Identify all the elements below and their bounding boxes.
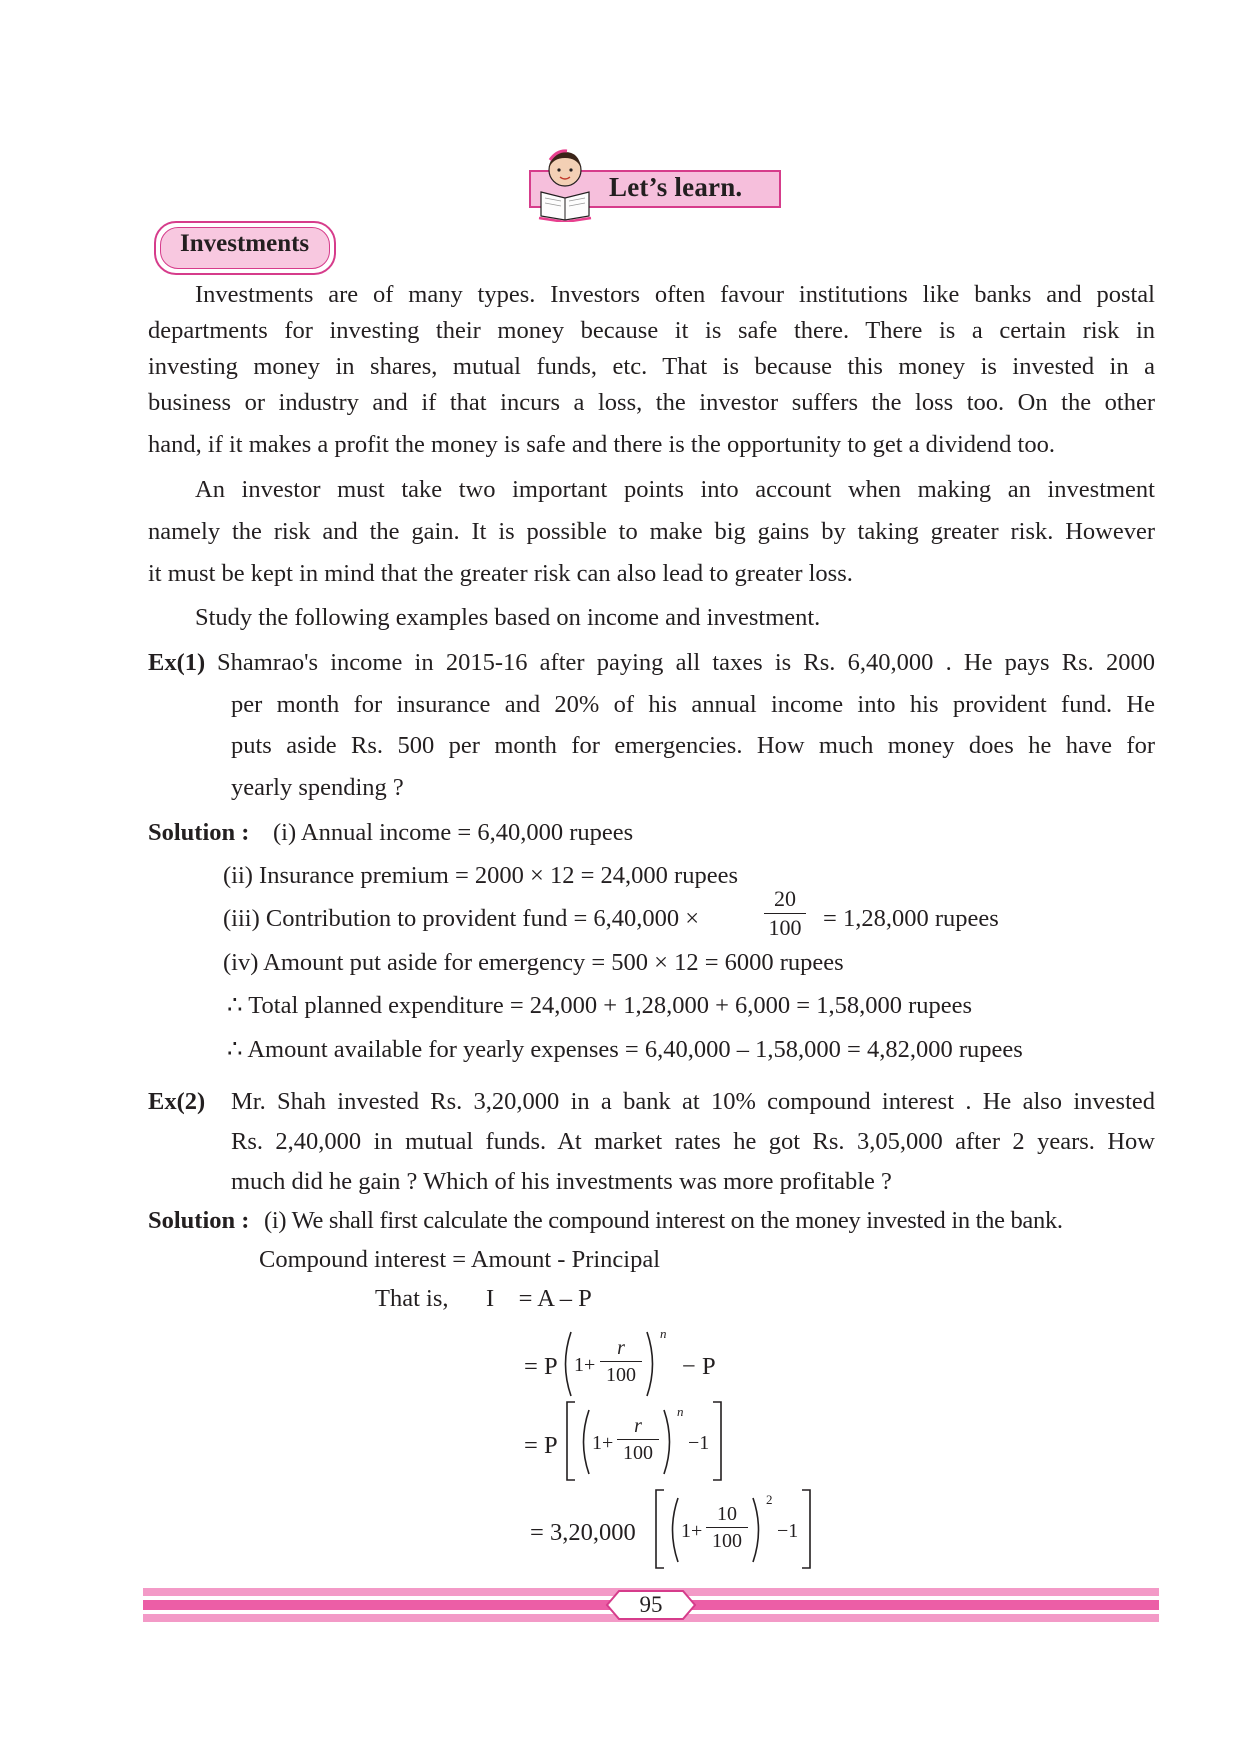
formula2-exp: n: [677, 1404, 684, 1419]
formula1-den: 100: [606, 1364, 636, 1386]
formula1-fraction: [600, 1338, 642, 1385]
formula3-right: −1: [777, 1520, 799, 1542]
ex2-line3: much did he gain ? Which of his investments was more profitable ?: [231, 1168, 892, 1195]
ex2-solution-label: Solution :: [148, 1207, 250, 1234]
ex1-fraction-den: 100: [768, 915, 802, 940]
formula2-right-paren: [661, 1408, 677, 1476]
formula3-one: 1+: [681, 1520, 703, 1542]
formula2-one: 1+: [592, 1432, 614, 1454]
formula1-exp: n: [660, 1326, 667, 1341]
formula2-den: 100: [623, 1442, 653, 1464]
formula1-right-paren: [644, 1330, 660, 1398]
ex2-line1: Mr. Shah invested Rs. 3,20,000 in a bank at 10% compound interest . He also invested: [231, 1088, 1155, 1115]
formula3-left: = 3,20,000: [530, 1519, 636, 1546]
formula2-right: −1: [688, 1432, 710, 1454]
ex1-solution-label: Solution :: [148, 819, 250, 846]
formula3-right-paren: [750, 1496, 766, 1564]
intro-p2-line3: it must be kept in mind that the greater risk can also lead to greater loss.: [148, 560, 853, 587]
formula3-right-bracket: [799, 1488, 813, 1570]
formula2-num: r: [634, 1415, 642, 1437]
formula1-one: 1+: [574, 1354, 596, 1376]
ex1-step-2: (ii) Insurance premium = 2000 × 12 = 24,000 rupees: [223, 862, 739, 889]
ex1-step-3-left: (iii) Contribution to provident fund = 6,40,000 ×: [223, 905, 700, 932]
ex2-step-1: (i) We shall first calculate the compound interest on the money invested in the bank.: [264, 1207, 1063, 1234]
intro-p3: Study the following examples based on income and investment.: [195, 604, 821, 631]
ex1-line3: puts aside Rs. 500 per month for emergencies. How much money does he have for: [231, 732, 1155, 759]
formula3-den: 100: [712, 1530, 742, 1552]
formula1-right: − P: [682, 1353, 716, 1380]
ex1-step-3-right: = 1,28,000 rupees: [823, 905, 999, 932]
ex1-step-6: ∴ Amount available for yearly expenses = 6,40,000 – 1,58,000 = 4,82,000 rupees: [227, 1036, 1023, 1063]
ex2-step-2: Compound interest = Amount - Principal: [259, 1246, 661, 1273]
formula3-fraction: [706, 1504, 748, 1551]
ex1-line1: Shamrao's income in 2015-16 after paying all taxes is Rs. 6,40,000 . He pays Rs. 2000: [217, 649, 1155, 676]
ex1-line2: per month for insurance and 20% of his annual income into his provident fund. He: [231, 691, 1155, 718]
formula2-fraction: [617, 1416, 659, 1463]
formula1-left-paren: [558, 1330, 574, 1398]
formula3-num: 10: [717, 1503, 737, 1525]
formula1-num: r: [617, 1337, 625, 1359]
ex2-line2: Rs. 2,40,000 in mutual funds. At market rates he got Rs. 3,05,000 after 2 years. How: [231, 1128, 1155, 1155]
section-title: Investments: [180, 230, 310, 257]
page-number: 95: [639, 1592, 663, 1617]
formula3-exp: 2: [766, 1492, 773, 1507]
girl-reading-icon: [533, 146, 597, 222]
intro-p1-line4: business or industry and if that incurs a loss, the investor suffers the loss too. On the other: [148, 389, 1155, 416]
ex2-label: Ex(2): [148, 1088, 206, 1115]
ex1-fraction: [764, 888, 806, 939]
formula3-left-paren: [665, 1496, 681, 1564]
formula2-right-bracket: [710, 1400, 724, 1482]
ex1-step-5: ∴ Total planned expenditure = 24,000 + 1,28,000 + 6,000 = 1,58,000 rupees: [227, 992, 973, 1019]
intro-p1-line3: investing money in shares, mutual funds, etc. That is because this money is invested in a: [148, 353, 1155, 380]
ex1-label: Ex(1): [148, 649, 206, 676]
formula2-left-paren: [576, 1408, 592, 1476]
intro-p1-line5: hand, if it makes a profit the money is safe and there is the opportunity to get a dividend too.: [148, 431, 1055, 458]
ex1-line4: yearly spending ?: [231, 774, 404, 801]
ex2-step-3-eq: I = A – P: [486, 1285, 592, 1312]
formula1-left: = P: [524, 1353, 558, 1380]
formula2-left: = P: [524, 1432, 558, 1459]
ex1-step-4: (iv) Amount put aside for emergency = 500 × 12 = 6000 rupees: [223, 949, 844, 976]
ex1-step-1: (i) Annual income = 6,40,000 rupees: [273, 819, 634, 846]
lets-learn-title: Let’s learn.: [609, 172, 743, 202]
ex2-step-3-prefix: That is,: [375, 1285, 449, 1312]
ex1-fraction-num: 20: [774, 886, 796, 911]
intro-p2-line2: namely the risk and the gain. It is possible to make big gains by taking greater risk. However: [148, 518, 1155, 545]
intro-p1-line2: departments for investing their money because it is safe there. There is a certain risk in: [148, 317, 1155, 344]
intro-p1-line1: Investments are of many types. Investors often favour institutions like banks and postal: [195, 281, 1155, 308]
intro-p2-line1: An investor must take two important points into account when making an investment: [195, 476, 1155, 503]
